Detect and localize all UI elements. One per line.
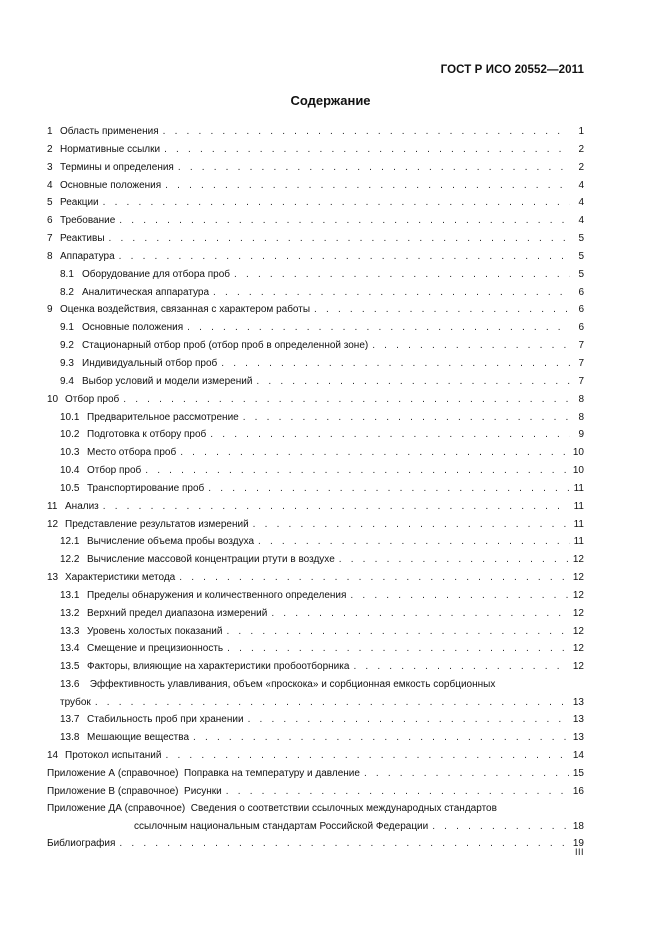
toc-entry[interactable] (47, 230, 584, 248)
toc-leader-dots (364, 765, 569, 783)
toc-entry[interactable] (47, 159, 584, 177)
toc-leader-dots (193, 729, 569, 747)
toc-entry-page: 7 (578, 340, 584, 352)
toc-entry-number: 13 (47, 572, 59, 584)
toc-entry-title: Факторы, влияющие на характеристики пробоотборника (87, 661, 350, 673)
toc-entry-title: Выбор условий и модели измерений (82, 375, 253, 387)
toc-entry-number: 10.5 (60, 482, 80, 494)
toc-entry-number: 12.2 (60, 554, 80, 566)
toc-entry-page: 5 (578, 268, 584, 280)
toc-entry-page: 16 (572, 785, 584, 797)
toc-entry[interactable] (47, 551, 584, 569)
toc-leader-dots (432, 818, 569, 836)
toc-entry-title: Смещение и прецизионность (87, 643, 224, 655)
toc-entry-number: 10.3 (60, 447, 80, 459)
toc-entry-title: Предварительное рассмотрение (87, 411, 239, 423)
toc-leader-dots (227, 640, 569, 658)
toc-annex-entry[interactable] (47, 765, 584, 783)
toc-leader-dots (103, 498, 570, 516)
toc-leader-dots (339, 551, 569, 569)
toc-leader-dots (221, 355, 570, 373)
toc-entry[interactable] (47, 141, 584, 159)
toc-entry[interactable] (47, 123, 584, 141)
toc-entry-number: 9.3 (60, 357, 74, 369)
toc-leader-dots (314, 301, 570, 319)
toc-entry[interactable] (47, 266, 584, 284)
toc-entry-title: Отбор проб (65, 393, 120, 405)
toc-entry-number: 8 (47, 250, 53, 262)
toc-entry-title: Приложение В (справочное) Рисунки (47, 785, 222, 797)
toc-entry-title: Представление результатов измерений (65, 518, 249, 530)
toc-entry-page: 12 (572, 589, 584, 601)
toc-entry-number: 8.1 (60, 268, 74, 280)
toc-entry[interactable] (47, 676, 584, 711)
toc-leader-dots (179, 569, 569, 587)
toc-entry-page: 7 (578, 357, 584, 369)
toc-entry-title: Стабильность проб при хранении (87, 714, 244, 726)
toc-entry-title: Вычисление объема пробы воздуха (87, 536, 255, 548)
toc-entry-title: Уровень холостых показаний (87, 625, 223, 637)
toc-entry-page: 9 (578, 429, 584, 441)
toc-entry-page: 13 (572, 697, 584, 708)
toc-entry[interactable] (47, 480, 584, 498)
toc-leader-dots (145, 462, 569, 480)
toc-leader-dots (208, 480, 569, 498)
toc-entry[interactable] (47, 605, 584, 623)
toc-entry-title: Область применения (60, 126, 159, 137)
toc-entry-number: 13.7 (60, 714, 80, 726)
toc-entry-page: 12 (572, 643, 584, 655)
toc-entry-number: 1 (47, 126, 53, 137)
toc-entry[interactable] (47, 533, 584, 551)
toc-entry-page: 13 (572, 714, 584, 726)
toc-entry-page: 12 (572, 607, 584, 619)
toc-entry-title: Вычисление массовой концентрации ртути в воздухе (87, 554, 335, 566)
toc-leader-dots (253, 516, 570, 534)
toc-leader-dots (95, 694, 569, 712)
toc-entry-page: 6 (578, 286, 584, 298)
toc-leader-dots (178, 159, 570, 177)
toc-entry-page: 6 (578, 304, 584, 316)
toc-leader-dots (353, 658, 568, 676)
toc-entry-page: 6 (578, 322, 584, 334)
toc-leader-dots (226, 783, 569, 801)
toc-leader-dots (258, 533, 570, 551)
toc-entry-page: 19 (572, 838, 584, 850)
toc-entry-title: Мешающие вещества (87, 732, 190, 743)
toc-entry-page: 12 (572, 625, 584, 637)
toc-leader-dots (243, 409, 570, 427)
toc-leader-dots (119, 212, 570, 230)
toc-entry-page: 13 (572, 732, 584, 743)
toc-entry[interactable] (47, 640, 584, 658)
toc-entry-page: 11 (573, 482, 584, 494)
toc-entry-page: 15 (572, 767, 584, 779)
toc-entry-page: 12 (572, 572, 584, 584)
toc-entry-number: 12.1 (60, 536, 80, 548)
toc-entry-page: 4 (578, 215, 584, 227)
toc-entry-title: Анализ (65, 500, 99, 512)
toc-entry-title: Подготовка к отбору проб (87, 429, 207, 441)
toc-entry-title: Реактивы (60, 233, 105, 245)
toc-entry[interactable] (47, 587, 584, 605)
toc-entry-number: 9.1 (60, 322, 74, 334)
toc-entry-title: Основные положения (82, 322, 184, 334)
toc-entry-page: 1 (578, 126, 584, 137)
toc-entry[interactable] (47, 498, 584, 516)
toc-leader-dots (123, 391, 570, 409)
toc-entry-number: 9.2 (60, 340, 74, 352)
toc-entry-number: 13.3 (60, 625, 80, 637)
toc-entry-page: 4 (578, 197, 584, 209)
toc-entry[interactable] (47, 391, 584, 409)
toc-entry-page: 12 (572, 554, 584, 566)
toc-entry-number: 11 (47, 500, 58, 512)
toc-entry-number: 3 (47, 161, 53, 173)
toc-leader-dots (350, 587, 568, 605)
toc-entry-number: 13.6 (60, 679, 80, 691)
toc-entry-page: 11 (573, 518, 584, 530)
toc-leader-dots (164, 141, 570, 159)
toc-entry-title: Нормативные ссылки (60, 143, 161, 155)
toc-entry[interactable] (47, 248, 584, 266)
toc-entry-page: 2 (578, 161, 584, 173)
toc-entry-number: 7 (47, 233, 53, 245)
toc-entry-title: Аналитическая аппаратура (82, 286, 210, 298)
toc-leader-dots (256, 373, 570, 391)
toc-entry-number: 9 (47, 304, 53, 316)
toc-entry[interactable] (47, 444, 584, 462)
toc-leader-dots (234, 266, 570, 284)
toc-leader-dots (165, 177, 570, 195)
toc-entry-title-line2: трубок (60, 697, 91, 708)
toc-entry[interactable] (47, 194, 584, 212)
toc-entry-page: 8 (578, 411, 584, 423)
toc-entry-title: Стационарный отбор проб (отбор проб в определенной зоне) (82, 340, 369, 352)
toc-entry[interactable] (47, 462, 584, 480)
toc-entry[interactable] (47, 516, 584, 534)
toc-entry[interactable] (47, 747, 584, 765)
toc-entry-page: 14 (572, 749, 584, 761)
toc-entry-page: 10 (572, 465, 584, 477)
toc-annex-entry[interactable] (47, 800, 584, 835)
toc-entry-title: Библиография (47, 838, 116, 850)
toc-entry-number: 13.2 (60, 607, 80, 619)
toc-entry[interactable] (47, 426, 584, 444)
toc-leader-dots (119, 835, 568, 853)
toc-entry-number: 10.1 (60, 411, 80, 423)
toc-entry[interactable] (47, 284, 584, 302)
toc-entry[interactable] (47, 658, 584, 676)
toc-annex-entry[interactable] (47, 783, 584, 801)
toc-entry[interactable] (47, 212, 584, 230)
toc-entry-page: 4 (578, 179, 584, 191)
toc-entry-title-line1: Эффективность улавливания, объем «проскока» и сорбционная емкость сорбционных (89, 679, 496, 691)
toc-entry[interactable] (47, 623, 584, 641)
toc-entry-bibliography[interactable] (47, 835, 584, 853)
toc-leader-dots (103, 194, 570, 212)
toc-leader-dots (210, 426, 570, 444)
toc-entry[interactable] (47, 711, 584, 729)
toc-entry-number: 13.5 (60, 661, 80, 673)
toc-leader-dots (226, 623, 568, 641)
toc-leader-dots (165, 747, 568, 765)
toc-entry-number: 4 (47, 179, 53, 191)
toc-leader-dots (213, 284, 570, 302)
toc-entry-number: 6 (47, 215, 53, 227)
toc-entry[interactable] (47, 337, 584, 355)
toc-entry-number: 10.4 (60, 465, 80, 477)
toc-entry-page: 5 (578, 233, 584, 245)
toc-entry-number: 2 (47, 143, 53, 155)
toc-entry-title: Протокол испытаний (65, 749, 162, 761)
toc-entry-title: Характеристики метода (65, 572, 176, 584)
toc-entry-page: 7 (578, 375, 584, 387)
toc-entry-title: Оценка воздействия, связанная с характером работы (60, 304, 311, 316)
toc-entry-title: Верхний предел диапазона измерений (87, 607, 268, 619)
toc-entry-number: 12 (47, 518, 59, 530)
document-header: ГОСТ Р ИСО 20552—2011 (440, 64, 584, 76)
toc-entry-title: Оборудование для отбора проб (82, 268, 231, 280)
toc-entry[interactable] (47, 301, 584, 319)
toc-entry-title: Термины и определения (60, 161, 174, 173)
toc-entry[interactable] (47, 569, 584, 587)
page-number: III (574, 847, 584, 857)
toc-entry-title: Требование (60, 215, 116, 227)
toc-entry-page: 12 (572, 661, 584, 673)
toc-entry-number: 13.4 (60, 643, 80, 655)
toc-leader-dots (119, 248, 570, 266)
toc-entry[interactable] (47, 355, 584, 373)
toc-entry[interactable] (47, 319, 584, 337)
toc-entry-page: 18 (572, 821, 584, 833)
toc-entry-page: 11 (573, 536, 584, 548)
toc-entry-page: 10 (572, 447, 584, 459)
toc-entry-title-line1: Приложение ДА (справочное) Сведения о соответствии ссылочных международных стандартов (47, 803, 497, 815)
toc-entry-title: Приложение А (справочное) Поправка на температуру и давление (47, 767, 360, 779)
toc-entry[interactable] (47, 177, 584, 195)
toc-entry-title: Реакции (60, 197, 99, 209)
toc-entry-page: 2 (578, 143, 584, 155)
toc-entry[interactable] (47, 373, 584, 391)
toc-entry-title: Транспортирование проб (87, 482, 205, 494)
toc-leader-dots (109, 230, 570, 248)
toc-entry-number: 14 (47, 749, 59, 761)
toc-entry-title: Индивидуальный отбор проб (82, 357, 218, 369)
toc-entry-title: Аппаратура (60, 250, 115, 262)
toc-leader-dots (163, 123, 570, 141)
toc-entry-title-line2: ссылочным национальным стандартам Российской Федерации (134, 821, 429, 833)
toc-entry-number: 5 (47, 197, 53, 209)
toc-entry[interactable] (47, 729, 584, 747)
toc-leader-dots (271, 605, 569, 623)
toc-entry-page: 5 (578, 250, 584, 262)
toc-entry-number: 10 (47, 393, 59, 405)
toc-entry-title: Основные положения (60, 179, 162, 191)
toc-entry[interactable] (47, 409, 584, 427)
toc-entry-number: 13.8 (60, 732, 80, 743)
toc-entry-page: 8 (578, 393, 584, 405)
toc-entry-title: Отбор проб (87, 465, 142, 477)
toc-leader-dots (248, 711, 569, 729)
toc-leader-dots (187, 319, 570, 337)
table-of-contents (47, 123, 584, 853)
toc-entry-page: 11 (573, 500, 584, 512)
toc-entry-number: 9.4 (60, 375, 74, 387)
toc-entry-title: Пределы обнаружения и количественного определения (87, 589, 347, 601)
toc-entry-number: 8.2 (60, 286, 74, 298)
toc-leader-dots (372, 337, 570, 355)
toc-entry-number: 13.1 (60, 589, 80, 601)
toc-entry-title: Место отбора проб (87, 447, 177, 459)
toc-entry-number: 10.2 (60, 429, 80, 441)
toc-title: Содержание (290, 93, 371, 108)
toc-leader-dots (180, 444, 569, 462)
